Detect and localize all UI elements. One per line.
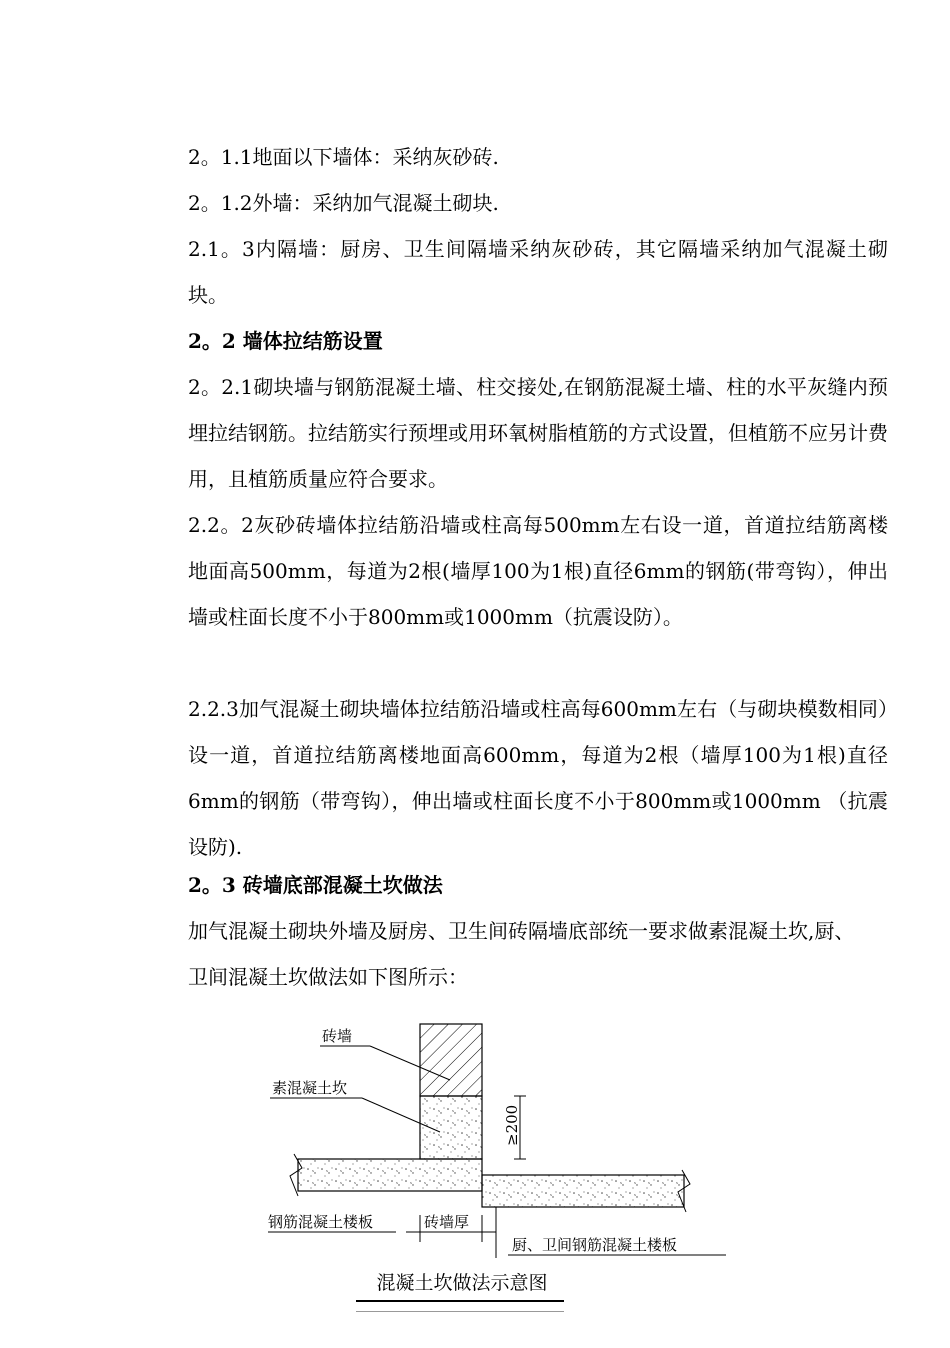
rc-slab-label: 钢筋混凝土楼板	[268, 1213, 374, 1231]
brick-wall-shape	[420, 1024, 482, 1096]
para-2-1-3: 2.1。3内隔墙：厨房、卫生间隔墙采纳灰砂砖，其它隔墙采纳加气混凝土砌块。	[188, 237, 888, 307]
caption-underline-thin	[356, 1311, 564, 1312]
para-2-3: 加气混凝土砌块外墙及厨房、卫生间砖隔墙底部统一要求做素混凝土坎,厨、卫间混凝土坎做法如下图所示：	[188, 919, 855, 989]
concrete-curb-diagram	[250, 1010, 730, 1260]
diagram-caption: 混凝土坎做法示意图	[376, 1272, 548, 1294]
wall-thickness-label: 砖墙厚	[424, 1213, 470, 1231]
para-2-1-1: 2。1.1地面以下墙体：采纳灰砂砖.	[188, 145, 499, 169]
para-2-2-3: 2.2.3加气混凝土砌块墙体拉结筋沿墙或柱高每600mm左右（与砌块模数相同）设一道，首道拉结筋离楼地面高600mm，每道为2根（墙厚100为1根)直径6mm的钢筋（带弯钩），伸出墙或柱面长度不小于800mm或1000mm （抗震设防).	[188, 697, 888, 859]
height-dimension-label: ≥200	[503, 1104, 521, 1146]
heading-2-2: 2。2 墙体拉结筋设置	[188, 329, 383, 353]
para-2-2-1: 2。2.1砌块墙与钢筋混凝土墙、柱交接处,在钢筋混凝土墙、柱的水平灰缝内预埋拉结钢筋。拉结筋实行预埋或用环氧树脂植筋的方式设置，但植筋不应另计费用，且植筋质量应符合要求。	[188, 375, 888, 491]
caption-underline	[356, 1300, 564, 1302]
kitchen-slab-shape	[482, 1175, 684, 1207]
rc-slab-shape	[298, 1159, 482, 1191]
heading-2-3: 2。3 砖墙底部混凝土坎做法	[188, 873, 443, 897]
para-2-1-2: 2。1.2外墙：采纳加气混凝土砌块.	[188, 191, 499, 215]
brick-wall-label: 砖墙	[322, 1027, 353, 1045]
para-2-2-2: 2.2。2灰砂砖墙体拉结筋沿墙或柱高每500mm左右设一道，首道拉结筋离楼地面高500mm，每道为2根(墙厚100为1根)直径6mm的钢筋(带弯钩），伸出墙或柱面长度不小于800mm或1000mm（抗震设防）。	[188, 513, 888, 629]
plain-concrete-curb-label: 素混凝土坎	[272, 1079, 348, 1097]
kitchen-slab-label: 厨、卫间钢筋混凝土楼板	[512, 1236, 678, 1254]
